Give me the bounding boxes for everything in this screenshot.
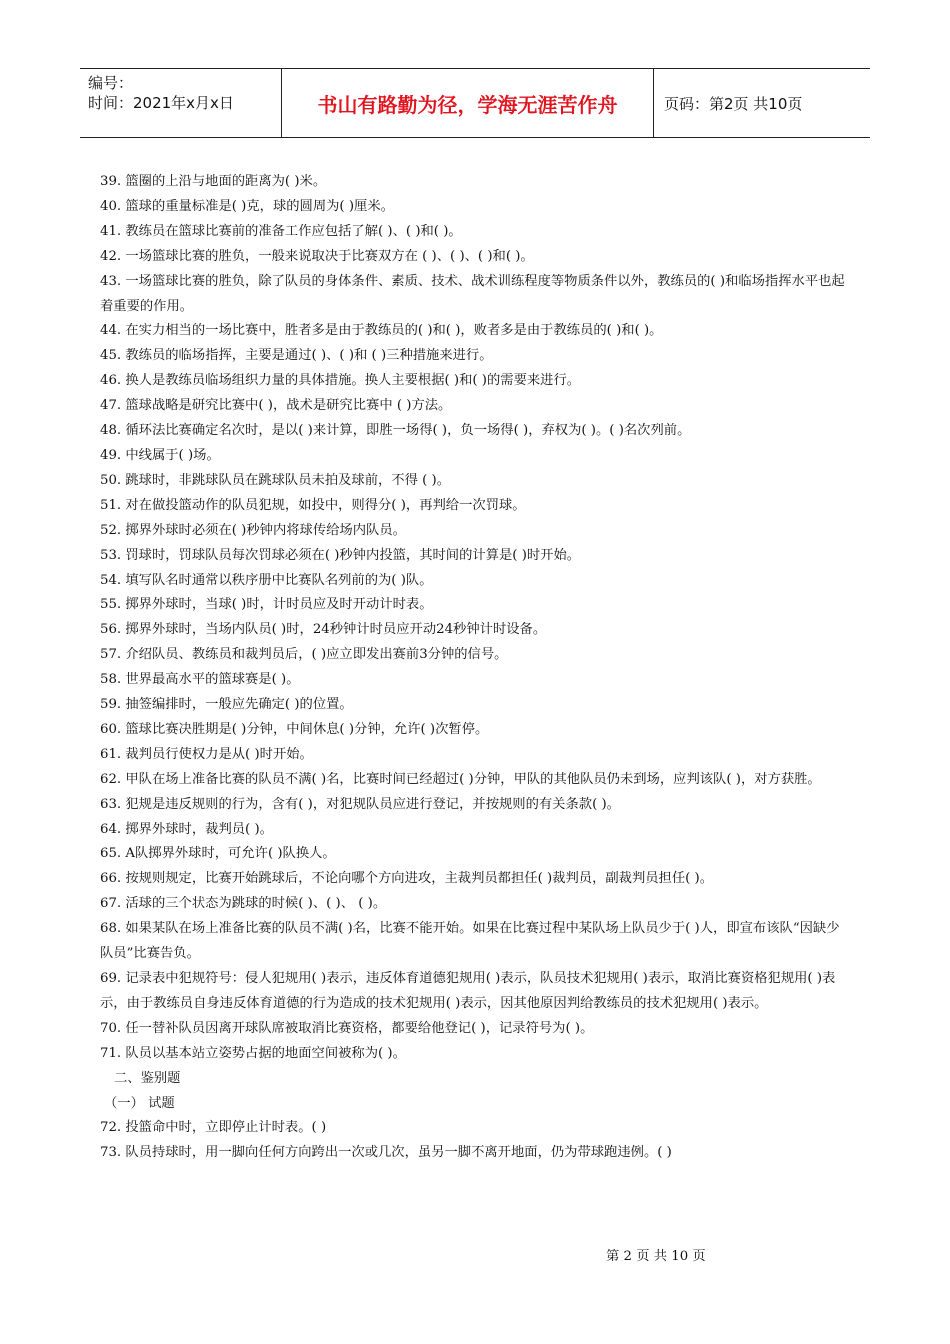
header-meta [80,69,282,137]
page-code: 页码：第2页 共10页 [664,94,803,113]
question-item: 73. 队员持球时，用一脚向任何方向跨出一次或几次，虽另一脚不离开地面，仍为带球跑违例。( ) [100,1145,672,1161]
question-item: 42. 一场篮球比赛的胜负，一般来说取决于比赛双方在 ( )、( )、( )和( )。 [100,248,534,264]
question-item: 48. 循环法比赛确定名次时，是以( )来计算，即胜一场得( )，负一场得( )，弃权为( )。( )名次列前。 [100,423,691,439]
question-item: 44. 在实力相当的一场比赛中，胜者多是由于教练员的( )和( )，败者多是由于教练员的( )和( )。 [100,323,663,339]
time-label: 时间：2021年x月x日 [88,94,234,112]
subsection-title: （一） 试题 [104,1095,175,1111]
question-item: 54. 填写队名时通常以秩序册中比赛队名列前的为( )队。 [100,572,433,588]
question-item: 53. 罚球时，罚球队员每次罚球必须在( )秒钟内投篮，其时间的计算是( )时开始。 [100,547,581,563]
question-item: 56. 掷界外球时，当场内队员( )时，24秒钟计时员应开动24秒钟计时设备。 [100,622,547,638]
number-label: 编号： [88,74,134,92]
question-item: 60. 篮球比赛决胜期是( )分钟，中间休息( )分钟，允许( )次暂停。 [100,721,489,737]
page-footer: 第 2 页 共 10 页 [606,1249,706,1264]
question-item: 40. 篮球的重量标准是( )克，球的圆周为( )厘米。 [100,198,394,214]
question-item: 63. 犯规是违反规则的行为，含有( )，对犯规队员应进行登记，并按规则的有关条款( )。 [100,796,620,812]
question-item: 46. 换人是教练员临场组织力量的具体措施。换人主要根据( )和( )的需要来进行。 [100,373,581,389]
question-item: 65. A队掷界外球时，可允许( )队换人。 [100,846,336,862]
question-item: 61. 裁判员行使权力是从( )时开始。 [100,746,313,762]
question-item: 57. 介绍队员、教练员和裁判员后，( )应立即发出赛前3分钟的信号。 [100,647,508,663]
question-item: 69. 记录表中犯规符号：侵人犯规用( )表示，违反体育道德犯规用( )表示，队员技术犯规用( )表示，取消比赛资格犯规用( )表示，由于教练员自身违反体育道德的行为造成的技术犯规用( )表示，因其他原因判给教练员的技术犯规用( )表示。 [100,971,836,1011]
question-item: 68. 如果某队在场上准备比赛的队员不满( )名，比赛不能开始。如果在比赛过程中某队场上队员少于( )人，即宣布该队“因缺少队员”比赛告负。 [100,921,840,962]
question-item: 51. 对在做投篮动作的队员犯规，如投中，则得分( )，再判给一次罚球。 [100,497,526,513]
question-item: 50. 跳球时，非跳球队员在跳球队员未拍及球前，不得 ( )。 [100,472,451,488]
question-item: 39. 篮圈的上沿与地面的距离为( )米。 [100,174,327,189]
question-item: 70. 任一替补队员因离开球队席被取消比赛资格，都要给他登记( )，记录符号为( )。 [100,1020,594,1036]
question-item: 45. 教练员的临场指挥，主要是通过( )、( )和 ( )三种措施来进行。 [100,348,493,364]
question-list [100,170,852,1166]
question-item: 64. 掷界外球时，裁判员( )。 [100,821,273,837]
question-item: 47. 篮球战略是研究比赛中( )，战术是研究比赛中 ( )方法。 [100,398,452,414]
question-item: 67. 活球的三个状态为跳球的时候( )、( )、 ( )。 [100,896,387,912]
question-item: 72. 投篮命中时，立即停止计时表。( ) [100,1120,327,1136]
question-item: 59. 抽签编排时，一般应先确定( )的位置。 [100,697,353,713]
question-item: 66. 按规则规定，比赛开始跳球后，不论向哪个方向进攻，主裁判员都担任( )裁判员，副裁判员担任( )。 [100,871,714,887]
section-title: 二、鉴别题 [114,1070,181,1086]
question-item: 55. 掷界外球时，当球( )时，计时员应及时开动计时表。 [100,597,433,613]
question-item: 71. 队员以基本站立姿势占据的地面空间被称为( )。 [100,1045,406,1061]
question-item: 41. 教练员在篮球比赛前的准备工作应包括了解( )、( )和( )。 [100,223,462,239]
motto: 书山有路勤为径，学海无涯苦作舟 [282,69,654,137]
question-item: 52. 掷界外球时必须在( )秒钟内将球传给场内队员。 [100,522,406,538]
question-item: 58. 世界最高水平的篮球赛是( )。 [100,672,300,688]
question-item: 43. 一场篮球比赛的胜负，除了队员的身体条件、素质、技术、战术训练程度等物质条件以外，教练员的( )和临场指挥水平也起着重要的作用。 [100,273,845,314]
page-header [80,68,870,138]
question-item: 49. 中线属于( )场。 [100,447,220,463]
question-item: 62. 甲队在场上准备比赛的队员不满( )名，比赛时间已经超过( )分钟，甲队的其他队员仍未到场，应判该队( )，对方获胜。 [100,771,821,787]
